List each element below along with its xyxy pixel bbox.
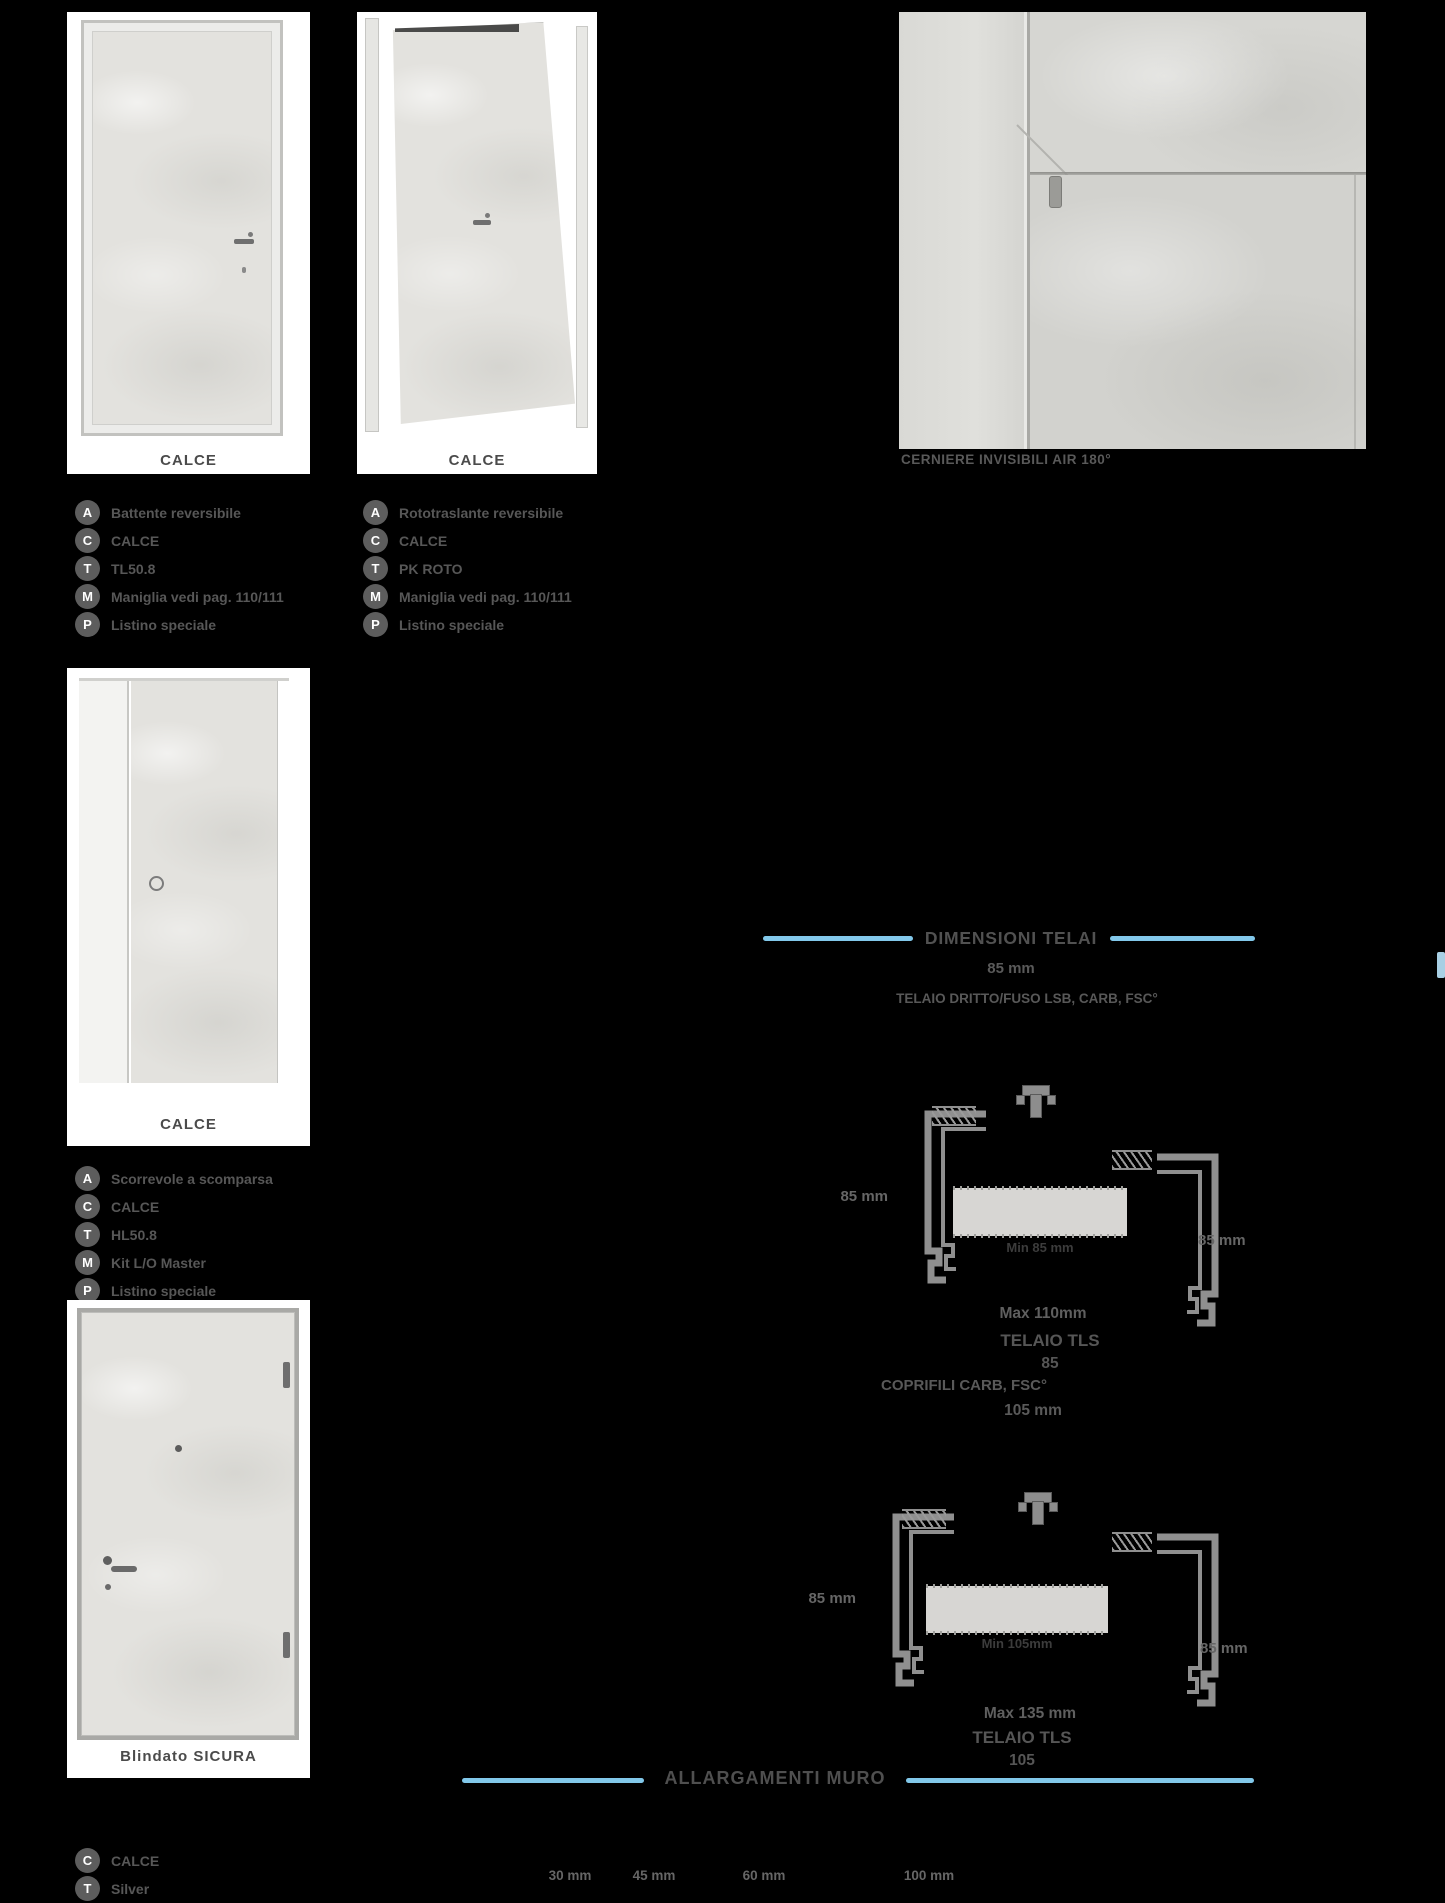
spec-value: CALCE xyxy=(111,532,160,549)
spec-row xyxy=(75,528,159,553)
screw-shaft xyxy=(1032,1501,1044,1525)
screw-wing-left xyxy=(1016,1095,1025,1105)
spec-badge: A xyxy=(363,500,388,525)
frame-subtitle: TELAIO DRITTO/FUSO LSB, CARB, FSC° xyxy=(896,991,1158,1006)
section-title-dimensioni-telai: DIMENSIONI TELAI xyxy=(924,928,1098,948)
wall-extension-size: 30 mm xyxy=(548,1868,592,1883)
architrave-hatch xyxy=(1112,1532,1152,1552)
spec-row xyxy=(75,1194,159,1219)
product-card-battente xyxy=(67,12,310,474)
hinge-photo-caption: CERNIERE INVISIBILI AIR 180° xyxy=(901,452,1112,467)
security-door-leaf xyxy=(77,1308,299,1740)
architrave-hatch xyxy=(932,1106,976,1126)
section-title-allargamenti-muro: ALLARGAMENTI MURO xyxy=(664,1768,886,1788)
spec-value: Listino speciale xyxy=(111,1282,217,1299)
spyhole xyxy=(175,1445,182,1452)
wall-min-label: Min 85 mm xyxy=(1006,1240,1074,1255)
architrave-hatch xyxy=(1112,1150,1152,1170)
spec-row xyxy=(75,556,155,581)
spec-value: Silver xyxy=(111,1880,150,1897)
door-frame xyxy=(81,20,283,436)
spec-value: CALCE xyxy=(111,1852,160,1869)
spec-row xyxy=(75,1848,159,1873)
dim-label-right: 85 mm xyxy=(1200,1640,1248,1657)
spec-row xyxy=(75,1166,273,1191)
dim-label-right: 85 mm xyxy=(1198,1232,1246,1249)
door-leaf xyxy=(92,31,272,425)
screw-shaft xyxy=(1030,1094,1042,1118)
concealed-hinge xyxy=(1049,176,1062,208)
hinge-bottom xyxy=(283,1632,290,1658)
door-leaf-open xyxy=(381,22,579,428)
spec-value: Listino speciale xyxy=(111,616,217,633)
spec-badge: T xyxy=(75,1222,100,1247)
screw-icon xyxy=(1016,1085,1056,1119)
screw-wing-left xyxy=(1018,1502,1027,1512)
spec-row xyxy=(363,556,463,581)
door-leaf-panel xyxy=(1030,175,1366,449)
dim-label-left: 85 mm xyxy=(840,1188,888,1205)
wall-max-label: Max 110mm xyxy=(999,1305,1087,1322)
accent-line-right xyxy=(1110,936,1255,941)
screw-wing-right xyxy=(1047,1095,1056,1105)
spec-value: Kit L/O Master xyxy=(111,1254,206,1271)
spec-row xyxy=(363,584,572,609)
screw-icon xyxy=(1018,1492,1058,1526)
spec-badge: C xyxy=(75,528,100,553)
coprifili-note: COPRIFILI CARB, FSC° xyxy=(881,1377,1047,1394)
spec-badge: P xyxy=(363,612,388,637)
spec-value: TL50.8 xyxy=(111,560,156,577)
spec-row xyxy=(75,1222,157,1247)
spec-row xyxy=(363,612,504,637)
size-header-85: 85 mm xyxy=(987,960,1035,977)
spec-badge: C xyxy=(75,1848,100,1873)
spec-row xyxy=(363,500,563,525)
spec-badge: T xyxy=(75,556,100,581)
spec-badge: C xyxy=(75,1194,100,1219)
flush-pull-handle xyxy=(149,876,164,891)
photo-label: CALCE xyxy=(160,452,217,469)
page-edge-artifact xyxy=(1437,952,1445,978)
handle-rosette xyxy=(485,213,490,218)
door-jamb-left xyxy=(365,18,379,432)
spec-badge: A xyxy=(75,1166,100,1191)
photo-label: Blindato SICURA xyxy=(120,1748,257,1765)
spec-badge: P xyxy=(75,612,100,637)
hinge-photo xyxy=(899,12,1366,449)
wall-min-label: Min 105mm xyxy=(981,1636,1053,1651)
door-open-gap xyxy=(395,24,519,32)
spec-value: Scorrevole a scomparsa xyxy=(111,1170,273,1187)
diagram-caption: TELAIO TLS xyxy=(972,1728,1072,1747)
spec-value: CALCE xyxy=(399,532,448,549)
spec-badge: M xyxy=(75,584,100,609)
size-header-105: 105 mm xyxy=(1004,1402,1062,1419)
spec-value: CALCE xyxy=(111,1198,160,1215)
hinge-top xyxy=(283,1362,290,1388)
spec-row xyxy=(75,500,241,525)
diagram-caption-size: 105 xyxy=(1009,1752,1035,1769)
wall-slab xyxy=(926,1586,1108,1633)
handle-rosette xyxy=(248,232,253,237)
spec-badge: C xyxy=(363,528,388,553)
spec-value: PK ROTO xyxy=(399,560,463,577)
dim-label-left: 85 mm xyxy=(808,1590,856,1607)
leaf-edge-line xyxy=(1354,175,1356,449)
pocket-edge xyxy=(127,681,129,1083)
spec-value: Maniglia vedi pag. 110/111 xyxy=(111,588,284,605)
wall-extension-size: 60 mm xyxy=(742,1868,786,1883)
spec-badge: T xyxy=(363,556,388,581)
door-jamb-right xyxy=(576,26,588,428)
spec-badge: T xyxy=(75,1876,100,1901)
spec-value: Listino speciale xyxy=(399,616,505,633)
spec-row xyxy=(75,612,216,637)
photo-label: CALCE xyxy=(160,1116,217,1133)
door-handle xyxy=(234,239,254,244)
door-handle xyxy=(473,220,491,225)
diagram-caption-size: 85 xyxy=(1041,1355,1059,1372)
spec-value: Rototraslante reversibile xyxy=(399,504,564,521)
spec-badge: A xyxy=(75,500,100,525)
spec-value: HL50.8 xyxy=(111,1226,157,1243)
lock-knob xyxy=(105,1584,111,1590)
wall-extension-size: 100 mm xyxy=(903,1868,955,1883)
architrave-hatch xyxy=(902,1509,946,1529)
product-card-rototraslante xyxy=(357,12,597,474)
screw-wing-right xyxy=(1049,1502,1058,1512)
accent-line-left xyxy=(462,1778,644,1783)
spec-badge: M xyxy=(363,584,388,609)
spec-row xyxy=(363,528,447,553)
door-handle xyxy=(111,1566,137,1572)
photo-label: CALCE xyxy=(448,452,506,469)
wall-max-label: Max 135 mm xyxy=(983,1705,1077,1722)
wall-section xyxy=(79,681,127,1083)
architrave-top xyxy=(1030,12,1366,172)
wall-slab xyxy=(953,1188,1127,1236)
lock-cylinder xyxy=(103,1556,112,1565)
keyhole xyxy=(242,267,246,273)
product-card-scorrevole xyxy=(67,668,310,1146)
spec-value: Battente reversibile xyxy=(111,504,241,521)
spec-value: Maniglia vedi pag. 110/111 xyxy=(399,588,572,605)
accent-line-right xyxy=(906,1778,1254,1783)
spec-row xyxy=(75,584,284,609)
diagram-caption: TELAIO TLS xyxy=(1000,1331,1100,1350)
spec-badge: P xyxy=(75,1278,100,1303)
spec-badge: M xyxy=(75,1250,100,1275)
frame-profile-right xyxy=(1150,1528,1245,1713)
wall-extension-size: 45 mm xyxy=(632,1868,676,1883)
frame-jamb xyxy=(899,12,1027,449)
spec-row xyxy=(75,1250,206,1275)
spec-row xyxy=(75,1876,149,1901)
product-card-blindato xyxy=(67,1300,310,1778)
